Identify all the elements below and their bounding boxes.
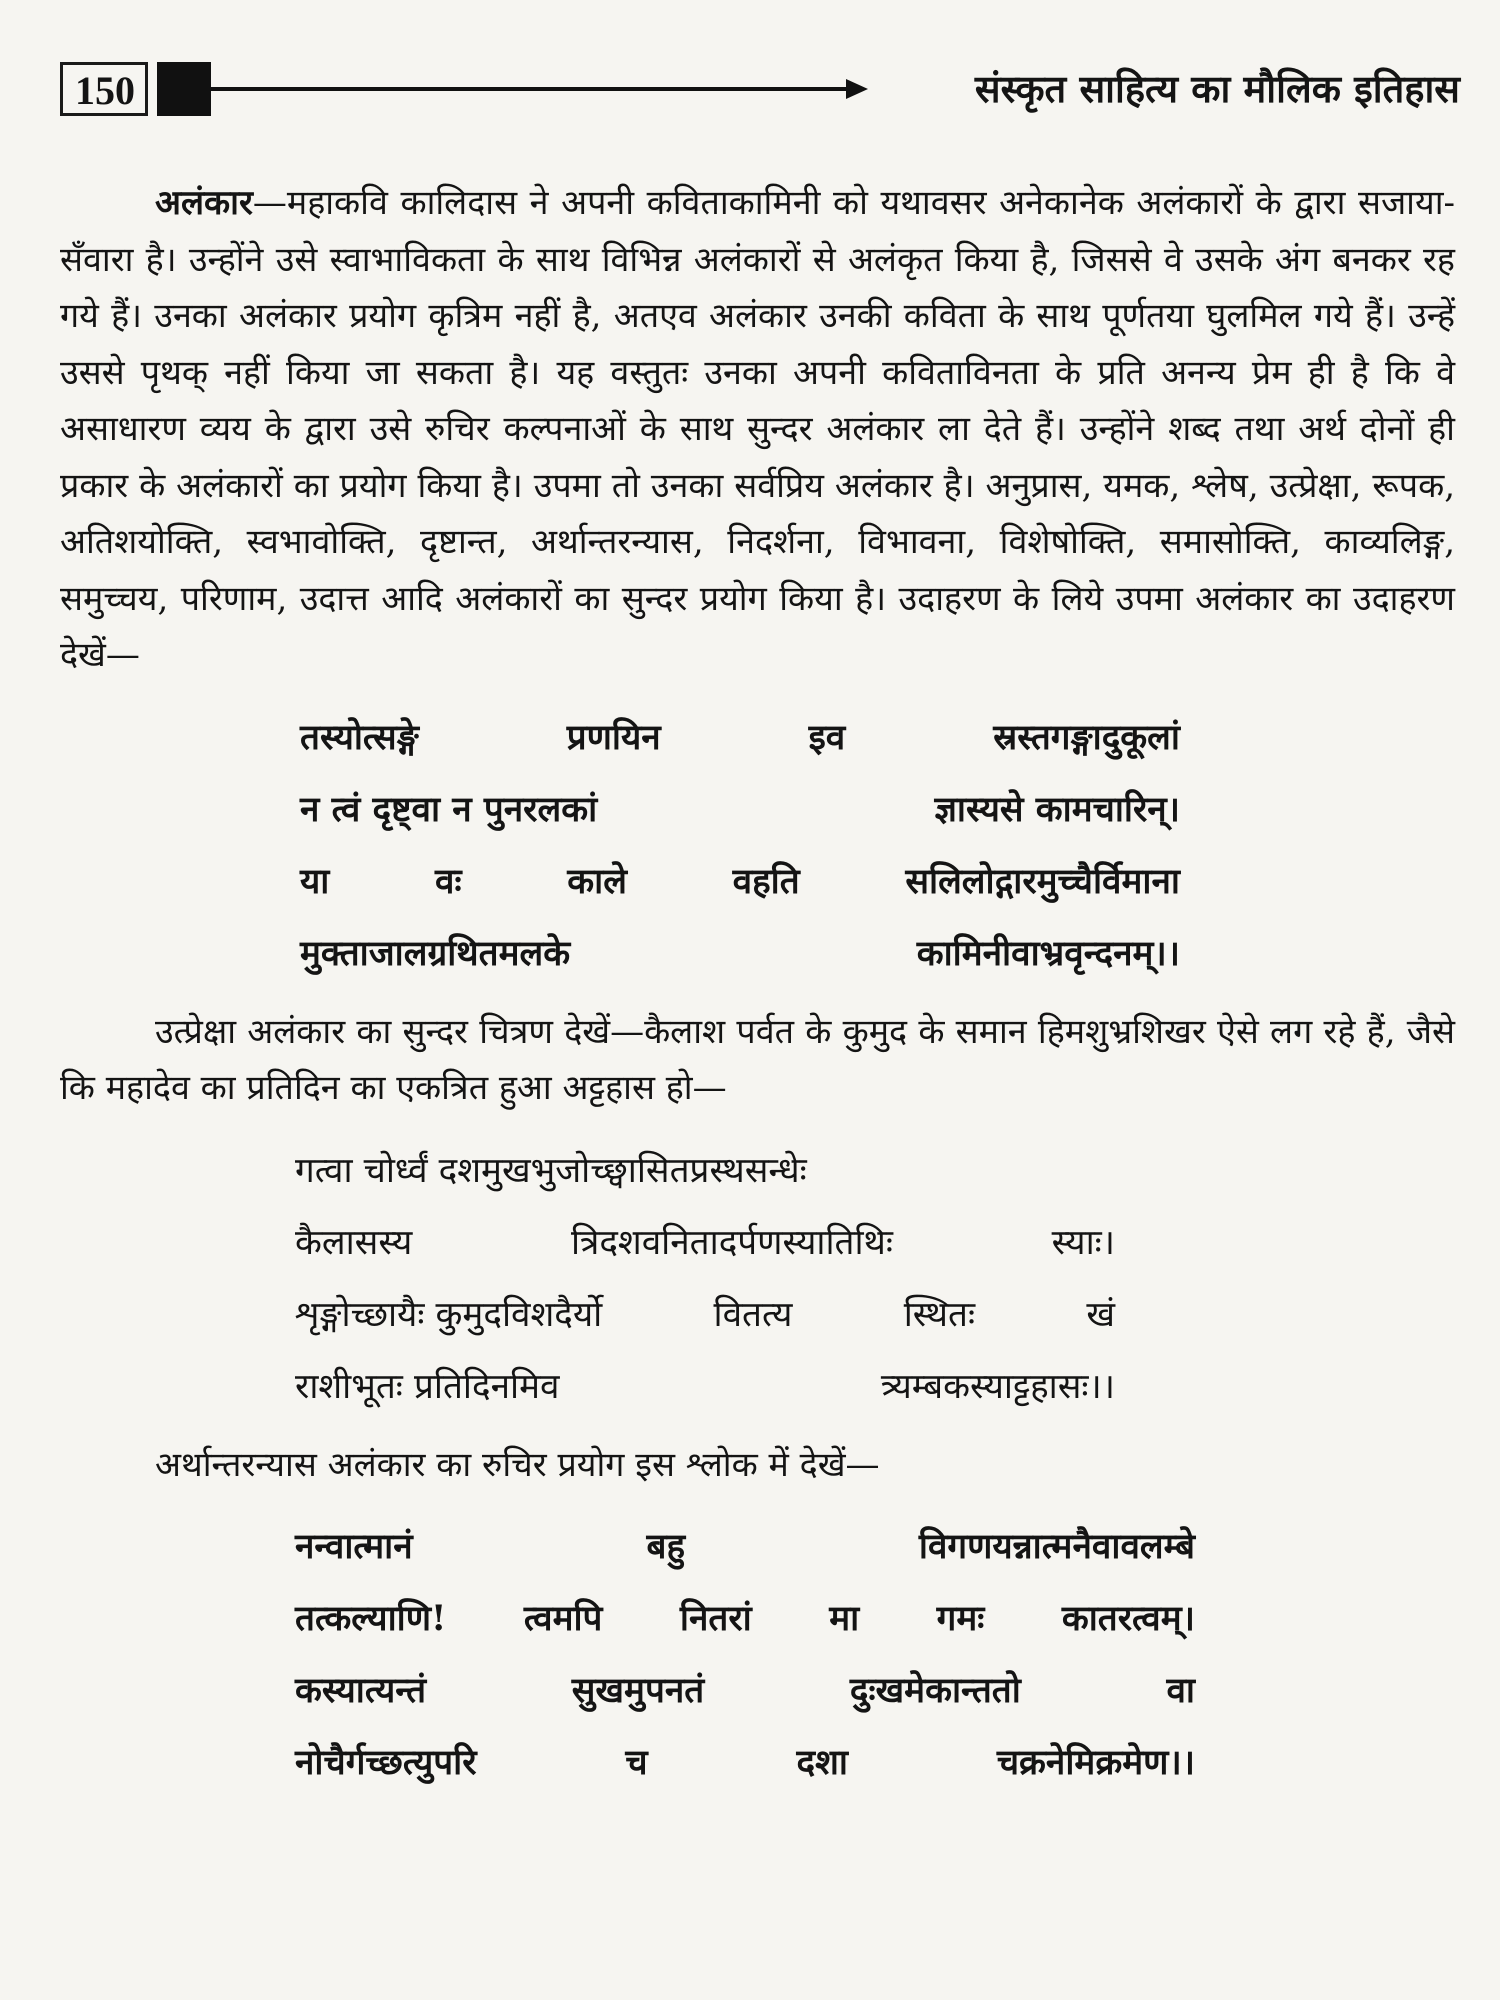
- verse-line: [295, 1351, 1115, 1423]
- verse-word: वितत्य: [713, 1294, 793, 1335]
- verse-word: राशीभूतः प्रतिदिनमिव: [295, 1366, 560, 1407]
- term-alankar: अलंकार: [155, 183, 253, 223]
- verse-line: [295, 1727, 1195, 1799]
- verse-line: [300, 918, 1180, 990]
- verse-word: कामिनीवाभ्रवृन्दनम्।।: [916, 932, 1180, 974]
- verse-word: दशा: [796, 1742, 848, 1783]
- verse-word: चक्रनेमिक्रमेण।।: [996, 1742, 1195, 1783]
- verse-word: त्र्यम्बकस्याट्टहासः।।: [880, 1366, 1115, 1407]
- verse-line: [300, 774, 1180, 846]
- verse-word: खं: [1086, 1294, 1115, 1335]
- verse-utpreksha: [295, 1135, 1115, 1423]
- verse-upama: [300, 702, 1180, 990]
- verse-word: सलिलोद्गारमुच्चैर्विमाना: [905, 860, 1180, 902]
- verse-word: सुखमुपनतं: [571, 1670, 705, 1711]
- verse-word: ज्ञास्यसे कामचारिन्।: [934, 788, 1180, 830]
- verse-word: त्रिदशवनितादर्पणस्यातिथिः: [570, 1222, 893, 1263]
- paragraph-alankar-text: —महाकवि कालिदास ने अपनी कविताकामिनी को यथावसर अनेकानेक अलंकारों के द्वारा सजाया-सँवारा है। उन्होंने उसे स्वाभाविकता के साथ विभिन्न अलंकारों से अलंकृत किया है, जिससे वे उसके अंग बनकर रह गये हैं। उनका अलंकार प्रयोग कृत्रिम नहीं है, अतएव अलंकार उनकी कविता के साथ पूर्णतया घुलमिल गये हैं। उन्हें उससे पृथक् नहीं किया जा सकता है। यह वस्तुतः उनका अपनी कविताविनता के प्रति अनन्य प्रेम ही है कि वे असाधारण व्यय के द्वारा उसे रुचिर कल्पनाओं के साथ सुन्दर अलंकार ला देते हैं। उन्होंने शब्द तथा अर्थ दोनों ही प्रकार के अलंकारों का प्रयोग किया है। उपमा तो उनका सर्वप्रिय अलंकार है। अनुप्रास, यमक, श्लेष, उत्प्रेक्षा, रूपक, अतिशयोक्ति, स्वभावोक्ति, दृष्टान्त, अर्थान्तरन्यास, निदर्शना, विभावना, विशेषोक्ति, समासोक्ति, काव्यलिङ्ग, समुच्चय, परिणाम, उदात्त आदि अलंकारों का सुन्दर प्रयोग किया है। उदाहरण के लिये उपमा अलंकार का उदाहरण देखें—: [60, 183, 1455, 675]
- verse-word: प्रणयिन: [566, 716, 661, 758]
- verse-word: या: [300, 860, 330, 902]
- verse-word: स्रस्तगङ्गादुकूलां: [993, 716, 1180, 758]
- verse-word: वा: [1166, 1670, 1195, 1711]
- verse-word: नितरां: [679, 1598, 752, 1639]
- verse-line: [300, 846, 1180, 918]
- book-title: संस्कृत साहित्य का मौलिक इतिहास: [974, 66, 1460, 111]
- paragraph-utpreksha: उत्प्रेक्षा अलंकार का सुन्दर चित्रण देखें—कैलाश पर्वत के कुमुद के समान हिमशुभ्रशिखर ऐसे लग रहे हैं, जैसे कि महादेव का प्रतिदिन का एकत्रित हुआ अट्टहास हो—: [60, 1011, 1455, 1108]
- verse-word: इव: [808, 716, 846, 758]
- verse-word: तस्योत्सङ्गे: [300, 716, 419, 758]
- verse-word: दुःखमेकान्ततो: [849, 1670, 1021, 1711]
- verse-word: बहु: [646, 1526, 686, 1567]
- verse-word: कैलासस्य: [295, 1222, 413, 1263]
- verse-line: [295, 1207, 1115, 1279]
- verse-word: गमः: [936, 1598, 985, 1639]
- verse-line: [295, 1583, 1195, 1655]
- verse-word: वः: [435, 860, 462, 902]
- verse-word: वहति: [732, 860, 800, 902]
- verse-line: [295, 1655, 1195, 1727]
- arrow-right-icon: [846, 79, 868, 99]
- header-rule: [210, 87, 850, 91]
- verse-word: मुक्ताजालग्रथितमलके: [300, 932, 571, 974]
- paragraph-arthantaranyasa: अर्थान्तरन्यास अलंकार का रुचिर प्रयोग इस श्लोक में देखें—: [155, 1444, 880, 1485]
- verse-word: स्याः।: [1051, 1222, 1115, 1263]
- verse-word: काले: [567, 860, 627, 902]
- page-header: [60, 62, 1460, 122]
- verse-word: गत्वा चोर्ध्वं दशमुखभुजोच्छ्वासितप्रस्थसन्धेः: [295, 1150, 807, 1191]
- verse-line: [295, 1135, 1115, 1207]
- verse-word: विगणयन्नात्मनैवावलम्बे: [918, 1526, 1195, 1567]
- verse-word: मा: [829, 1598, 860, 1639]
- verse-arthantaranyasa: [295, 1511, 1195, 1799]
- verse-word: स्थितः: [903, 1294, 976, 1335]
- verse-line: [295, 1279, 1115, 1351]
- verse-word: कस्यात्यन्तं: [295, 1670, 427, 1711]
- verse-word: कातरत्वम्।: [1061, 1598, 1195, 1639]
- verse-word: नन्वात्मानं: [295, 1526, 413, 1567]
- verse-word: च: [625, 1742, 648, 1783]
- page-number: 150: [60, 62, 148, 116]
- page-content: [60, 175, 1455, 1813]
- verse-word: त्वमपि: [523, 1598, 603, 1639]
- verse-word: नोचैर्गच्छत्युपरि: [295, 1742, 477, 1783]
- page-number-block: [157, 62, 211, 116]
- verse-word: तत्कल्याणि!: [295, 1598, 447, 1639]
- verse-word: शृङ्गोच्छायैः कुमुदविशदैर्यो: [295, 1294, 603, 1335]
- verse-line: [295, 1511, 1195, 1583]
- verse-line: [300, 702, 1180, 774]
- paragraph-alankar: [60, 175, 1455, 684]
- verse-word: न त्वं दृष्ट्वा न पुनरलकां: [300, 788, 598, 830]
